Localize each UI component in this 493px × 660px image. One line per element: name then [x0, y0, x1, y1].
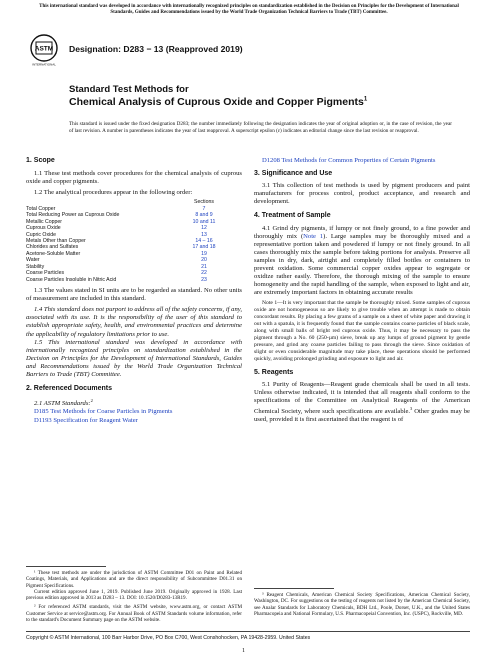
ref-code[interactable]: D1208 [262, 157, 280, 164]
footnote-rule [254, 588, 334, 589]
heading-reagents: 5. Reagents [254, 368, 294, 376]
svg-text:ASTM: ASTM [34, 45, 54, 53]
svg-text:INTERNATIONAL: INTERNATIONAL [32, 62, 56, 67]
ref-d185[interactable] [26, 408, 242, 416]
footnote-rule [26, 566, 106, 567]
ref-code[interactable]: D1193 [34, 416, 52, 424]
footnote-3: ³ Reagent Chemicals, American Chemical Society Specifications, American Chemical Society, Washington, DC. For suggestions on the testing of reagents not listed by the American Chemical Society, see Analar Standards for Laboratory Chemicals, BDH Ltd., Poole, Dorset, U.K., and the United States Pharmacopeia and National Formulary, U.S. Pharmacopeial Convention, Inc. (USPC), Rockville, MD. [254, 592, 470, 617]
footnote-2: ² For referenced ASTM standards, visit the ASTM website, www.astm.org, or contact ASTM Customer Service at service@astm.org. For Annual Book of ASTM Standards volume information, refer to the standard's Document Summary page on the ASTM website. [26, 604, 242, 624]
row-section-link[interactable]: 20 [201, 257, 207, 264]
row-section-link[interactable]: 21 [201, 263, 207, 270]
para-1-1: 1.1 These test methods cover procedures for the chemical analysis of cuprous oxide and copper pigments. [26, 170, 242, 186]
ref-d1193[interactable] [26, 417, 242, 425]
note-1-link[interactable]: Note 1 [303, 232, 324, 240]
page-number: 1 [242, 647, 246, 654]
designation: Designation: D283 − 13 (Reapproved 2019) [69, 44, 243, 54]
row-name: Stability [26, 263, 45, 270]
row-name: Metallic Copper [26, 218, 63, 225]
document-title [69, 96, 367, 108]
standard-notice: This international standard was developed in accordance with internationally recognized principles on standardization established in the Decision on Principles for the Development of International Standards, Guides and Recommendations issued by the World Trade Organization Technical Barriers to Trade (TBT) Committee. [39, 4, 459, 16]
para-5-1-start: 5.1 Purity of Reagents—Reagent grade chemicals shall be used in all tests. Unless otherwise indicated, it is intended that all reagents shall conform to the specifications of the Committee on Analytical Reagents of the American Chemical Society, where such specifications are available. [254, 380, 470, 416]
row-section-link[interactable]: 17 and 18 [192, 244, 216, 251]
right-column [254, 157, 470, 424]
sections-table [26, 199, 242, 283]
ref-code[interactable]: D185 [34, 408, 49, 416]
row-name: Coarse Particles Insoluble in Nitric Acid [26, 276, 117, 283]
heading-significance: 3. Significance and Use [254, 170, 333, 178]
row-section-link[interactable]: 19 [201, 250, 207, 257]
row-name: Coarse Particles [26, 270, 65, 277]
para-1-5: 1.5 This international standard was developed in accordance with internationally recognized principles on standardization established in the Decision on Principles for the Development of International Standards, Guides and Recommendations issued by the World Trade Organization Technical Barriers to Trade (TBT) Committee. [26, 338, 242, 378]
right-footnotes [254, 588, 470, 617]
para-4-1-start: 4.1 Grind dry pigments, if lumpy or not finely ground, to a fine powder and thoroughly mix ( [254, 224, 470, 240]
footnote-1-edition: Current edition approved June 1, 2019. Published June 2019. Originally approved in 1928. Last previous edition approved in 2013 as D283 – 13. DOI: 10.1520/D0283-13R19. [26, 588, 242, 602]
astm-logo [27, 33, 61, 67]
left-footnotes [26, 566, 242, 623]
row-name: Acetone-Soluble Matter [26, 250, 81, 257]
row-section-link[interactable]: 23 [201, 276, 207, 283]
ref-title[interactable]: Test Methods for Common Properties of Certain Pigments [281, 157, 436, 164]
intro-paragraph: This standard is issued under the fixed designation D283; the number immediately following the designation indicates the year of original adoption or, in the case of revision, the year of last revision. A number in parentheses indicates the year of last reapproval. A superscript epsilon (ε) indicates an editorial change since the last revision or reapproval. [69, 121, 452, 134]
row-name: Cuprous Oxide [26, 225, 61, 232]
footnote-marker-3[interactable]: 3 [410, 405, 413, 411]
title-line-1: Standard Test Methods for [69, 84, 189, 95]
para-1-2: 1.2 The analytical procedures appear in the following order: [34, 189, 193, 197]
row-name: Total Reducing Power as Cuprous Oxide [26, 212, 120, 219]
para-2-1-text: 2.1 ASTM Standards: [34, 400, 91, 408]
footer-rule [26, 631, 470, 632]
row-name: Metals Other than Copper [26, 238, 86, 244]
para-2-1 [26, 397, 242, 408]
copyright-footer: Copyright © ASTM International, 100 Barr Harbor Drive, PO Box C700, West Conshohocken, PA 19428-2959. United States [26, 635, 311, 641]
row-section-link[interactable]: 8 and 9 [195, 212, 213, 219]
sections-header: Sections [194, 199, 214, 206]
note-1: Note 1—It is very important that the sample be thoroughly mixed. Some samples of cuprous oxide are not homogeneous so are likely to give trouble when an attempt is made to obtain concordant results. By placing a few grams of a sample on a sheet of white paper and drawing it out with a spatula, it is frequently found that the sample contains coarse particles of black scale, along with small balls of bright red cuprous oxide. Thus, it may be necessary to pass the pigment through a No. 60 (250-µm) sieve, break up any lumps of ground pigment by gentle pressure, and grind any coarse particles failing to pass through the sieve. Since oxidation of slight or even considerable magnitude may take place, these operations should be performed quickly, avoiding prolonged grinding and exposure to light and air. [254, 300, 470, 362]
heading-referenced-documents: 2. Referenced Documents [26, 385, 112, 393]
table-row [26, 277, 242, 283]
row-section-link[interactable]: 7 [202, 205, 206, 212]
para-4-1-end: ). Large samples may be thoroughly mixed and a representative portion taken and powdered if lumpy or not finely ground. In all cases thoroughly mix the sample before taking portions for analysis. Preserve all samples in dry, dark, airtight and completely filled bottles or containers to prevent oxidation. Some commercial copper oxides appear to segregate or oxidize rather easily. Therefore, the thorough mixing of the sample to ensure homogeneity and the rapid handling of the sample, when exposed to light and air, are extremely important factors in obtaining accurate results [254, 232, 470, 297]
para-5-1-end: Other grades may be used, provided it is first ascertained that the reagent is of [254, 408, 470, 424]
ref-title[interactable]: Specification for Reagent Water [53, 416, 138, 424]
left-column [26, 157, 242, 425]
para-1-3: 1.3 The values stated in SI units are to be regarded as standard. No other units of measurement are included in this standard. [26, 287, 242, 303]
row-section-link[interactable]: 10 and 11 [192, 218, 216, 225]
row-name: Cupric Oxide [26, 231, 56, 238]
row-section-link[interactable]: 12 [201, 225, 207, 232]
para-3-1: 3.1 This collection of test methods is used by pigment producers and paint manufacturers for process control, product acceptance, and research and development. [254, 182, 470, 206]
row-name: Total Copper [26, 205, 56, 212]
row-name: Chlorides and Sulfates [26, 244, 79, 251]
para-1-4: 1.4 This standard does not purport to address all of the safety concerns, if any, associated with its use. It is the responsibility of the user of this standard to establish appropriate safety, health, and environmental practices and determine the applicability of regulatory limitations prior to use. [26, 306, 242, 338]
para-5-1 [254, 381, 470, 425]
ref-title[interactable]: Test Methods for Coarse Particles in Pigments [50, 408, 173, 416]
heading-scope: 1. Scope [26, 157, 55, 164]
footnote-1: ¹ These test methods are under the jurisdiction of ASTM Committee D01 on Paint and Related Coatings, Materials, and Applications and are the direct responsibility of Subcommittee D01.31 on Pigment Specifications. [26, 570, 242, 589]
row-section-link[interactable]: 13 [201, 231, 207, 238]
footnote-marker-2[interactable]: 2 [90, 398, 93, 404]
row-section-link[interactable]: 14 – 16 [195, 238, 213, 244]
ref-d1208[interactable] [262, 157, 470, 165]
heading-treatment: 4. Treatment of Sample [254, 212, 331, 220]
para-4-1 [254, 225, 470, 298]
title-text: Chemical Analysis of Cuprous Oxide and Copper Pigments [69, 96, 364, 108]
row-name: Water [26, 257, 40, 264]
row-section-link[interactable]: 22 [201, 270, 207, 277]
title-footnote-marker: 1 [363, 96, 368, 103]
